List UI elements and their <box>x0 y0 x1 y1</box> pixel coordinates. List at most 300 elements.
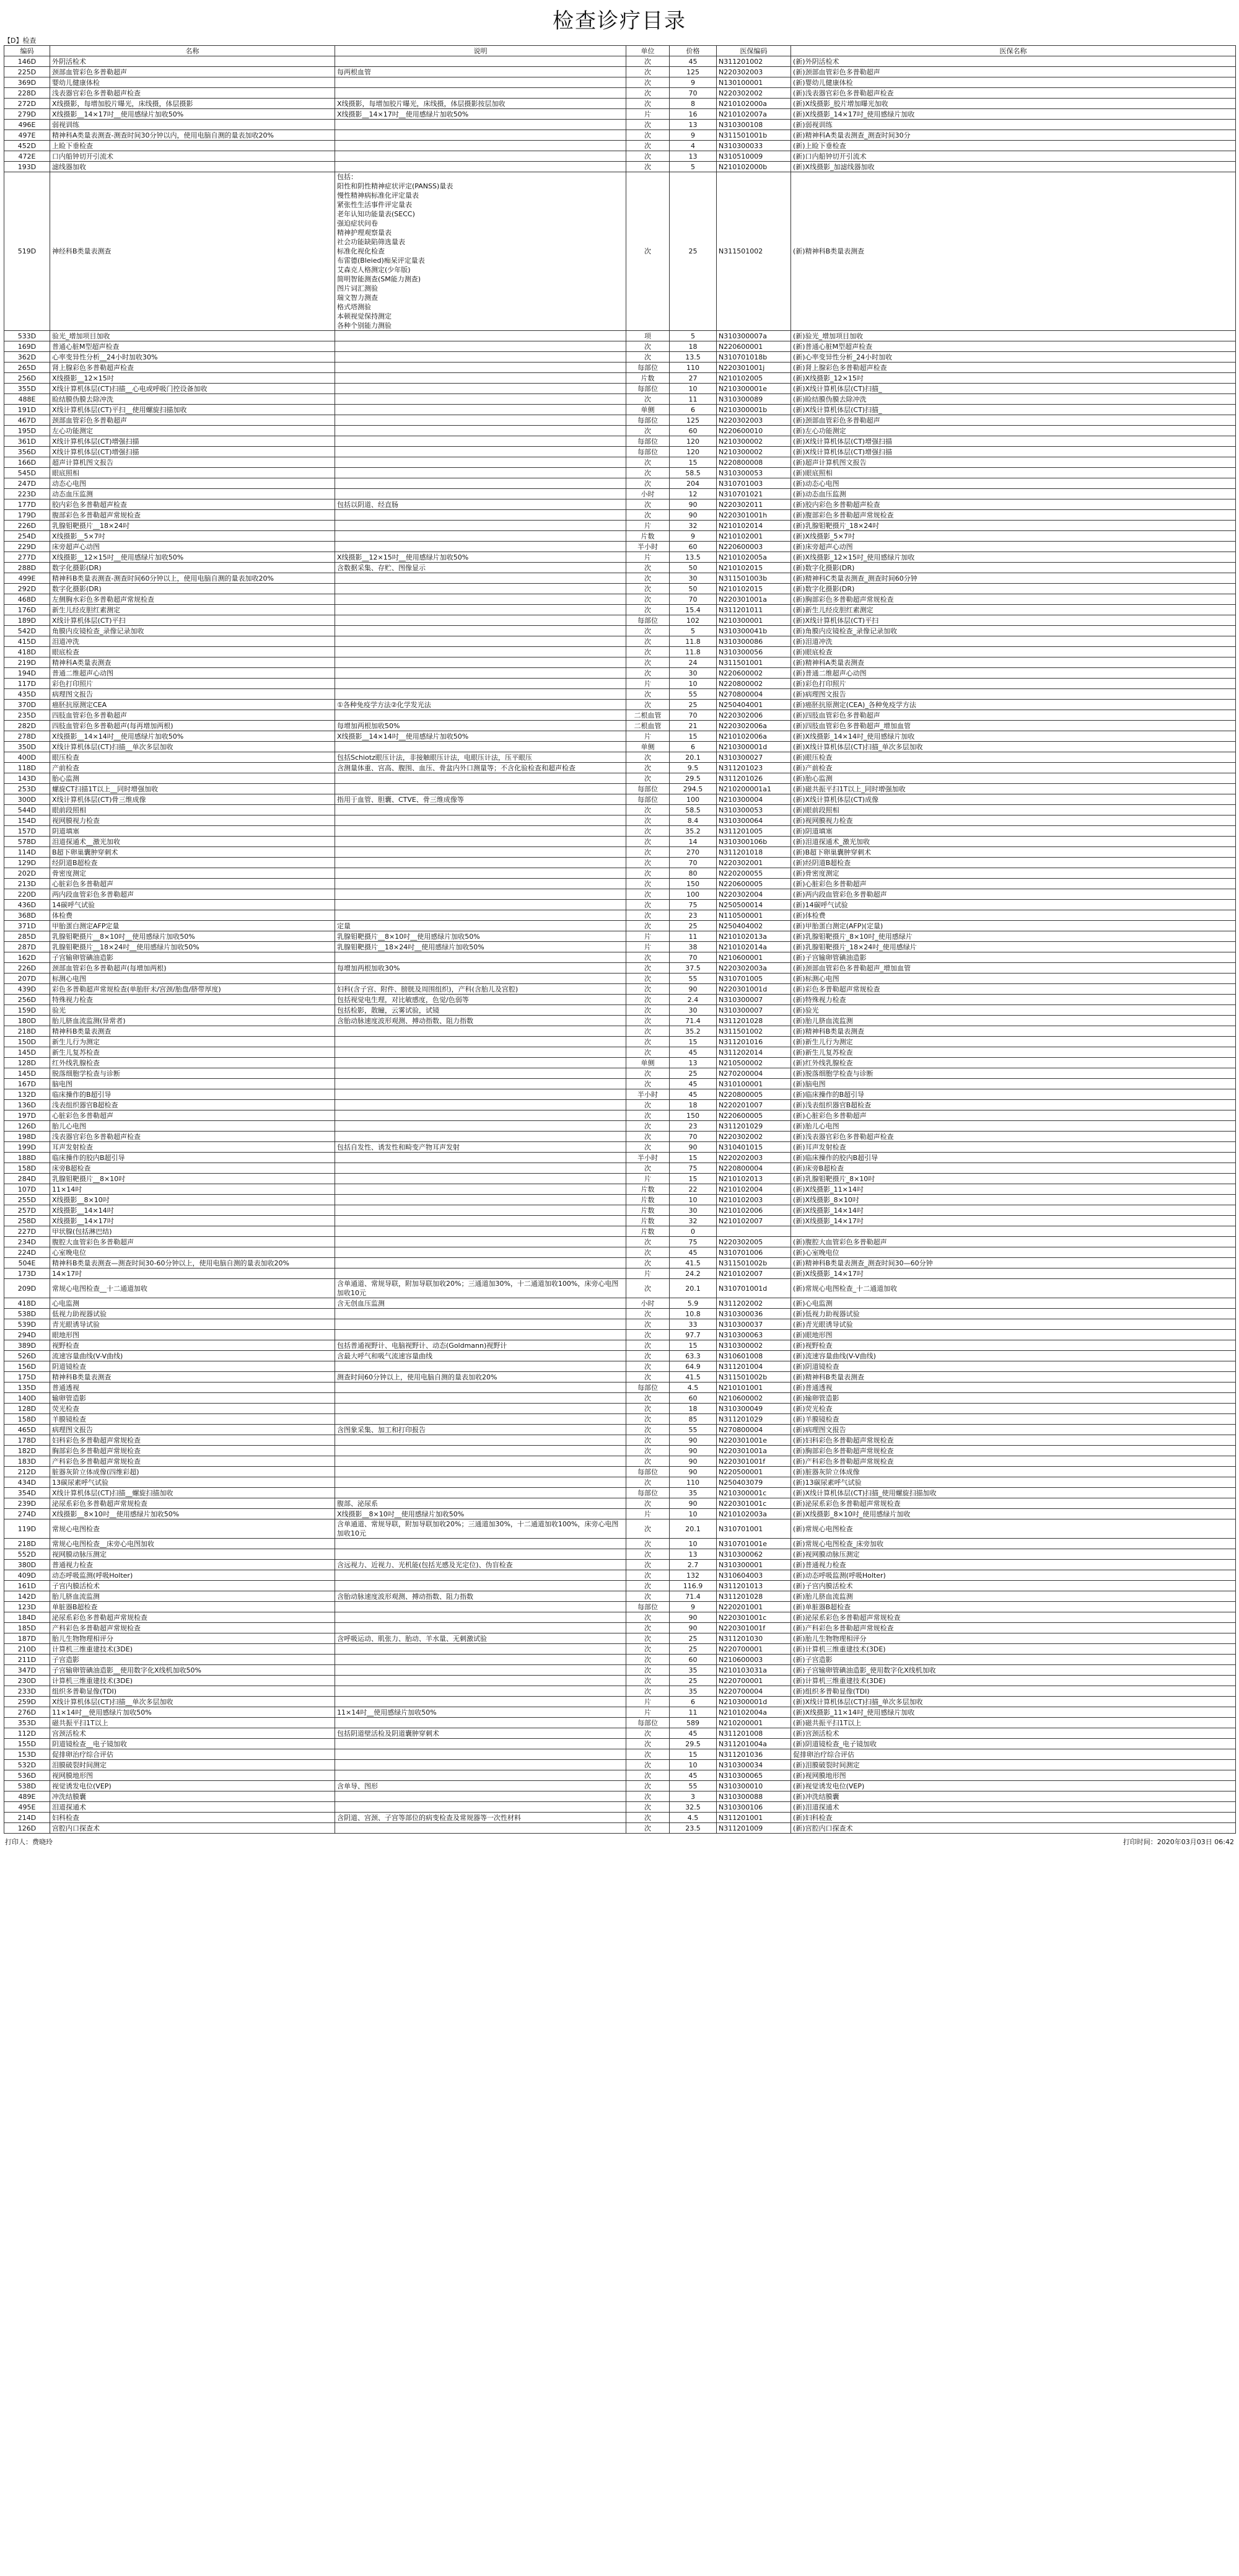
cell-description <box>335 815 626 826</box>
cell-price: 116.9 <box>670 1581 717 1591</box>
cell-description <box>335 394 626 405</box>
cell-name: 荧光检查 <box>50 1404 335 1414</box>
cell-code: 212D <box>4 1467 50 1477</box>
cell-price: 71.4 <box>670 1016 717 1026</box>
cell-insurance-name: (新)X线计算机体层(CT)增强扫描 <box>791 447 1236 457</box>
cell-unit: 次 <box>626 1361 670 1372</box>
cell-description <box>335 584 626 594</box>
cell-unit: 次 <box>626 120 670 130</box>
cell-unit: 次 <box>626 1770 670 1781</box>
cell-unit: 次 <box>626 172 670 331</box>
table-row <box>4 1068 1236 1079</box>
cell-insurance-code: N220302005 <box>717 1237 791 1247</box>
cell-price: 125 <box>670 67 717 77</box>
table-row <box>4 1351 1236 1361</box>
cell-insurance-code: N220200055 <box>717 868 791 879</box>
cell-name: 妇科检查 <box>50 1813 335 1823</box>
cell-insurance-name: (新)胶内彩色多普勒超声检查 <box>791 499 1236 510</box>
cell-description <box>335 56 626 67</box>
cell-insurance-code: N311201018 <box>717 847 791 858</box>
cell-description: 乳腺钼靶摄片__8×10吋__使用感绿片加收50% <box>335 931 626 942</box>
table-row <box>4 1298 1236 1309</box>
table-row <box>4 510 1236 521</box>
cell-name: 心脏彩色多普勒超声 <box>50 1110 335 1121</box>
cell-name: 神经科B类量表测查 <box>50 172 335 331</box>
cell-insurance-name: (新)验光_增加项目加收 <box>791 331 1236 341</box>
cell-code: 278D <box>4 731 50 742</box>
cell-description <box>335 1802 626 1813</box>
cell-description: 包括阴道壁活检及阴道囊肿穿刺术 <box>335 1728 626 1739</box>
cell-description: 包括自发性、诱发性和畸变产物耳声发射 <box>335 1142 626 1153</box>
table-row <box>4 879 1236 889</box>
cell-unit: 次 <box>626 1676 670 1686</box>
cell-insurance-name: (新)乳腺钼靶摄片_18×24吋 <box>791 521 1236 531</box>
cell-price: 24.2 <box>670 1268 717 1279</box>
cell-insurance-name: (新)动态血压监测 <box>791 489 1236 499</box>
cell-price: 55 <box>670 689 717 700</box>
cell-price: 15 <box>670 1174 717 1184</box>
cell-unit: 每部位 <box>626 1488 670 1498</box>
cell-description <box>335 141 626 151</box>
cell-description <box>335 1823 626 1834</box>
cell-unit: 次 <box>626 1142 670 1153</box>
cell-name: 数字化摄影(DR) <box>50 563 335 573</box>
cell-description <box>335 784 626 794</box>
cell-unit: 次 <box>626 1570 670 1581</box>
cell-description: 含呼吸运动、肌张力、胎动、羊水量、无刺激试验 <box>335 1633 626 1644</box>
cell-insurance-code: N310701006 <box>717 1247 791 1258</box>
cell-description <box>335 1570 626 1581</box>
cell-insurance-name: (新)数字化摄影(DR) <box>791 584 1236 594</box>
cell-code: 284D <box>4 1174 50 1184</box>
cell-description <box>335 1153 626 1163</box>
cell-unit: 次 <box>626 1351 670 1361</box>
table-row <box>4 363 1236 373</box>
cell-insurance-name: (新)床旁超声心动图 <box>791 542 1236 552</box>
cell-insurance-code: N310701001d <box>717 1279 791 1298</box>
cell-insurance-name: (新)角膜内皮镜检查_录像记录加收 <box>791 626 1236 636</box>
cell-name: 宫颈活检术 <box>50 1728 335 1739</box>
cell-code: 155D <box>4 1739 50 1749</box>
cell-code: 370D <box>4 700 50 710</box>
cell-insurance-code: N270800004 <box>717 1425 791 1435</box>
cell-name: 子宫内膜活检术 <box>50 1581 335 1591</box>
table-row <box>4 1446 1236 1456</box>
cell-insurance-name: (新)常规心电图检查_十二通道加收 <box>791 1279 1236 1298</box>
cell-description <box>335 573 626 584</box>
cell-code: 228D <box>4 88 50 99</box>
table-row <box>4 1770 1236 1781</box>
cell-name: 泪膜破裂时间测定 <box>50 1760 335 1770</box>
cell-price: 270 <box>670 847 717 858</box>
cell-name: 输卵管造影 <box>50 1393 335 1404</box>
cell-unit: 每部位 <box>626 1467 670 1477</box>
cell-insurance-code: N310701005 <box>717 974 791 984</box>
cell-name: 精神科A类量表测查-测查时间30分钟以内，使用电脑自测的量表加收20% <box>50 130 335 141</box>
cell-name: 视网膜动脉压测定 <box>50 1549 335 1560</box>
cell-name: 泌尿系彩色多普勒超声常规检查 <box>50 1612 335 1623</box>
cell-name: 腹部彩色多普勒超声常规检查 <box>50 510 335 521</box>
table-row <box>4 1823 1236 1834</box>
cell-price: 5 <box>670 331 717 341</box>
cell-insurance-name: (新)胎儿心电图 <box>791 1121 1236 1132</box>
cell-price: 9 <box>670 77 717 88</box>
cell-insurance-name: (新)乳腺钼靶摄片_8×10吋_使用感绿片 <box>791 931 1236 942</box>
cell-insurance-name: (新)精神科C类量表测查_测查时间60分钟 <box>791 573 1236 584</box>
table-row <box>4 868 1236 879</box>
table-row <box>4 752 1236 763</box>
cell-insurance-code: N220800005 <box>717 1089 791 1100</box>
table-row <box>4 1539 1236 1549</box>
cell-code: 179D <box>4 510 50 521</box>
cell-insurance-code: N210103031a <box>717 1665 791 1676</box>
cell-description <box>335 1319 626 1330</box>
cell-insurance-code: N220700004 <box>717 1686 791 1697</box>
cell-description <box>335 489 626 499</box>
cell-unit: 次 <box>626 1560 670 1570</box>
table-row <box>4 1005 1236 1016</box>
cell-description <box>335 162 626 172</box>
cell-price: 63.3 <box>670 1351 717 1361</box>
cell-insurance-code: N310300086 <box>717 636 791 647</box>
cell-name: X线计算机体层(CT)扫描__单次多层加收 <box>50 742 335 752</box>
cell-name: 羊膜镜检查 <box>50 1414 335 1425</box>
cell-name: 骨密度测定 <box>50 868 335 879</box>
cell-unit: 片 <box>626 1707 670 1718</box>
cell-price: 30 <box>670 573 717 584</box>
cell-insurance-code: N210102007 <box>717 1216 791 1226</box>
cell-unit: 次 <box>626 1549 670 1560</box>
cell-code: 226D <box>4 521 50 531</box>
cell-code: 162D <box>4 952 50 963</box>
cell-insurance-name: (新)子宫输卵管碘油造影 <box>791 952 1236 963</box>
cell-price: 35.2 <box>670 1026 717 1037</box>
cell-insurance-name: (新)耳声发射检查 <box>791 1142 1236 1153</box>
table-row <box>4 1026 1236 1037</box>
cell-code: 496E <box>4 120 50 130</box>
cell-insurance-code: N220302002 <box>717 88 791 99</box>
cell-description <box>335 1686 626 1697</box>
cell-description <box>335 1383 626 1393</box>
cell-name: 胎儿脐血流监测(异常者) <box>50 1016 335 1026</box>
cell-price: 15.4 <box>670 605 717 615</box>
cell-insurance-code: N310701018b <box>717 352 791 363</box>
cell-description <box>335 1539 626 1549</box>
cell-price: 45 <box>670 1770 717 1781</box>
cell-code: 409D <box>4 1570 50 1581</box>
cell-unit: 二根血管 <box>626 721 670 731</box>
cell-name: 普通心脏M型超声检查 <box>50 341 335 352</box>
cell-name: 子宫造影 <box>50 1655 335 1665</box>
cell-unit: 次 <box>626 1760 670 1770</box>
cell-price: 45 <box>670 1247 717 1258</box>
table-row <box>4 405 1236 415</box>
cell-insurance-code: N311201029 <box>717 1414 791 1425</box>
cell-code: 542D <box>4 626 50 636</box>
cell-insurance-name: (新)浅表组织器官B超检查 <box>791 1100 1236 1110</box>
table-row <box>4 1488 1236 1498</box>
cell-price: 13 <box>670 1549 717 1560</box>
cell-insurance-name: (新)X线摄影_8×10吋 <box>791 1195 1236 1205</box>
cell-insurance-code: N210102006a <box>717 731 791 742</box>
cell-unit: 次 <box>626 837 670 847</box>
cell-description <box>335 1132 626 1142</box>
cell-insurance-code: N310701001 <box>717 1519 791 1539</box>
cell-insurance-name: (新)X线计算机体层(CT)扫描_ <box>791 384 1236 394</box>
cell-name: 子宫输卵管碘油造影 <box>50 952 335 963</box>
cell-name: 甲状腺(包括淋巴结) <box>50 1226 335 1237</box>
cell-unit: 次 <box>626 1047 670 1058</box>
cell-description <box>335 1163 626 1174</box>
cell-insurance-code: N310300053 <box>717 805 791 815</box>
cell-description <box>335 468 626 478</box>
table-row <box>4 921 1236 931</box>
cell-price: 6 <box>670 1697 717 1707</box>
cell-price: 38 <box>670 942 717 952</box>
cell-insurance-code: N220302001 <box>717 858 791 868</box>
cell-name: 视网膜视力检查 <box>50 815 335 826</box>
cell-insurance-name: (新)胎心监测 <box>791 773 1236 784</box>
cell-unit: 次 <box>626 151 670 162</box>
cell-insurance-code: N311501002 <box>717 1026 791 1037</box>
cell-insurance-code: N210300002 <box>717 436 791 447</box>
cell-insurance-name: (新)脏器灰阶立体成像 <box>791 1467 1236 1477</box>
cell-price: 90 <box>670 1142 717 1153</box>
footer-printer: 打印人：费晓玲 <box>5 1838 53 1846</box>
cell-insurance-name: (新)视野检查 <box>791 1340 1236 1351</box>
cell-insurance-name: (新)眼底照相 <box>791 468 1236 478</box>
cell-insurance-code: N220301001c <box>717 1498 791 1509</box>
cell-price: 90 <box>670 1498 717 1509</box>
cell-insurance-name: (新)产科彩色多普勒超声常规检查 <box>791 1456 1236 1467</box>
cell-insurance-name: (新)胎儿生物物理相评分 <box>791 1633 1236 1644</box>
table-row <box>4 1079 1236 1089</box>
cell-description: 包括以阴道、经直肠 <box>335 499 626 510</box>
cell-price: 32 <box>670 1216 717 1226</box>
cell-unit: 次 <box>626 700 670 710</box>
cell-name: 角膜内皮镜检查_录像记录加收 <box>50 626 335 636</box>
cell-insurance-code: N311501002 <box>717 172 791 331</box>
cell-code: 533D <box>4 331 50 341</box>
cell-insurance-name: (新)羊膜镜检查 <box>791 1414 1236 1425</box>
cell-description <box>335 952 626 963</box>
cell-code: 150D <box>4 1037 50 1047</box>
cell-unit: 次 <box>626 1435 670 1446</box>
cell-insurance-code: N210102004a <box>717 1707 791 1718</box>
cell-unit: 次 <box>626 394 670 405</box>
table-row <box>4 447 1236 457</box>
cell-unit: 片 <box>626 109 670 120</box>
cell-price: 100 <box>670 794 717 805</box>
cell-unit: 次 <box>626 1739 670 1749</box>
cell-price: 45 <box>670 1728 717 1739</box>
table-row <box>4 615 1236 626</box>
cell-insurance-name: (新)X线摄影_11×14吋 <box>791 1184 1236 1195</box>
cell-code: 158D <box>4 1163 50 1174</box>
cell-unit: 小时 <box>626 1298 670 1309</box>
cell-insurance-name: (新)X线计算机体层(CT)平扫 <box>791 615 1236 626</box>
table-row <box>4 415 1236 426</box>
cell-name: X线摄影__14×14吋__使用感绿片加收50% <box>50 731 335 742</box>
cell-description: 每增加两根加收50% <box>335 721 626 731</box>
cell-insurance-name: (新)眼前段照相 <box>791 805 1236 815</box>
cell-name: 普通视力检查 <box>50 1560 335 1570</box>
cell-description <box>335 352 626 363</box>
cell-description <box>335 657 626 668</box>
cell-name: 眼地形图 <box>50 1330 335 1340</box>
cell-insurance-code: N310300001 <box>717 1560 791 1570</box>
cell-insurance-code: N311201029 <box>717 1121 791 1132</box>
cell-description <box>335 742 626 752</box>
cell-description: X线摄影__14×17吋__使用感绿片加收50% <box>335 109 626 120</box>
cell-unit: 次 <box>626 1026 670 1037</box>
cell-price: 55 <box>670 1425 717 1435</box>
cell-name: X线计算机体层(CT)平扫 <box>50 615 335 626</box>
cell-insurance-code: N270200004 <box>717 1068 791 1079</box>
cell-insurance-name: (新)妇科检查 <box>791 1813 1236 1823</box>
table-row <box>4 394 1236 405</box>
cell-description <box>335 1100 626 1110</box>
table-row <box>4 1174 1236 1184</box>
cell-code: 126D <box>4 1121 50 1132</box>
cell-insurance-name: (新)子宫内膜活检术 <box>791 1581 1236 1591</box>
table-row <box>4 1425 1236 1435</box>
cell-description <box>335 837 626 847</box>
cell-name: 11×14吋 <box>50 1184 335 1195</box>
cell-code: 350D <box>4 742 50 752</box>
cell-code: 128D <box>4 1404 50 1414</box>
cell-unit: 片 <box>626 1509 670 1519</box>
cell-unit: 次 <box>626 1309 670 1319</box>
cell-name: X线摄影__8×10吋__使用感绿片加收50% <box>50 1509 335 1519</box>
cell-name: 眼底检查 <box>50 647 335 657</box>
cell-name: 胎儿心电图 <box>50 1121 335 1132</box>
cell-name: 新生儿行为测定 <box>50 1037 335 1047</box>
cell-insurance-code: N220302003 <box>717 415 791 426</box>
cell-insurance-code: N210300001 <box>717 615 791 626</box>
cell-insurance-code: N220301001a <box>717 1446 791 1456</box>
cell-description <box>335 510 626 521</box>
table-row <box>4 1047 1236 1058</box>
cell-description <box>335 331 626 341</box>
cell-code: 191D <box>4 405 50 415</box>
cell-code: 436D <box>4 900 50 910</box>
cell-price: 120 <box>670 447 717 457</box>
cell-unit: 次 <box>626 605 670 615</box>
cell-description: 含最大呼气和吸气流速容量曲线 <box>335 1351 626 1361</box>
cell-name: 数字化摄影(DR) <box>50 584 335 594</box>
cell-code: 282D <box>4 721 50 731</box>
cell-insurance-code: N220201007 <box>717 1100 791 1110</box>
cell-code: 220D <box>4 889 50 900</box>
cell-code: 233D <box>4 1686 50 1697</box>
cell-insurance-name: (新)临床操作的B超引导 <box>791 1089 1236 1100</box>
cell-unit: 项 <box>626 331 670 341</box>
cell-name: 子宫输卵管碘油造影__使用数字化X线机加收50% <box>50 1665 335 1676</box>
table-row <box>4 352 1236 363</box>
cell-unit: 次 <box>626 1644 670 1655</box>
table-row <box>4 384 1236 394</box>
cell-description: 包括检影，散瞳，云雾试验，试镜 <box>335 1005 626 1016</box>
header-description: 说明 <box>335 46 626 56</box>
cell-code: 197D <box>4 1110 50 1121</box>
cell-insurance-code: N310604003 <box>717 1570 791 1581</box>
cell-price: 11 <box>670 394 717 405</box>
cell-unit: 次 <box>626 341 670 352</box>
cell-price: 9.5 <box>670 763 717 773</box>
table-row <box>4 573 1236 584</box>
cell-price: 13 <box>670 151 717 162</box>
cell-description <box>335 120 626 130</box>
cell-insurance-code: N210102014a <box>717 942 791 952</box>
cell-code: 156D <box>4 1361 50 1372</box>
cell-unit: 次 <box>626 1068 670 1079</box>
cell-code: 145D <box>4 1047 50 1058</box>
cell-price: 132 <box>670 1570 717 1581</box>
table-row <box>4 373 1236 384</box>
cell-name: 乳腺钼靶摄片__18×24吋 <box>50 521 335 531</box>
cell-name: X线计算机体层(CT)平扫__使用螺旋扫描加收 <box>50 405 335 415</box>
cell-price: 24 <box>670 657 717 668</box>
cell-insurance-name: (新)子宫输卵管碘油造影_使用数字化X线机加收 <box>791 1665 1236 1676</box>
cell-insurance-name: (新)心电监测 <box>791 1298 1236 1309</box>
table-row <box>4 657 1236 668</box>
cell-price: 18 <box>670 1404 717 1414</box>
cell-insurance-code: N310300089 <box>717 394 791 405</box>
cell-name: 计算机三维重建技术(3DE) <box>50 1676 335 1686</box>
cell-unit: 次 <box>626 1016 670 1026</box>
cell-insurance-name: (新)精神科B类量表测查 <box>791 1372 1236 1383</box>
cell-insurance-name: (新)冲洗结膜囊 <box>791 1791 1236 1802</box>
cell-code: 226D <box>4 963 50 974</box>
cell-price: 60 <box>670 1393 717 1404</box>
cell-code: 539D <box>4 1319 50 1330</box>
cell-insurance-name: (新)胸部彩色多普勒超声常规检查 <box>791 594 1236 605</box>
cell-insurance-code: N310300036 <box>717 1309 791 1319</box>
cell-insurance-code: N220302003 <box>717 67 791 77</box>
cell-price: 15 <box>670 1749 717 1760</box>
cell-insurance-code: N310100001 <box>717 1079 791 1089</box>
cell-description <box>335 636 626 647</box>
cell-insurance-code: N311201002 <box>717 56 791 67</box>
cell-name: 青光眼诱导试验 <box>50 1319 335 1330</box>
cell-insurance-name: (新)眼底检查 <box>791 647 1236 657</box>
cell-insurance-code: N210102015 <box>717 584 791 594</box>
cell-insurance-code: N210102000b <box>717 162 791 172</box>
cell-insurance-name: (新)普通透视 <box>791 1383 1236 1393</box>
table-row <box>4 162 1236 172</box>
cell-unit: 半小时 <box>626 542 670 552</box>
cell-unit: 小时 <box>626 489 670 499</box>
cell-code: 371D <box>4 921 50 931</box>
table-row <box>4 1268 1236 1279</box>
cell-unit: 次 <box>626 1037 670 1047</box>
cell-name: 冲洗结膜囊 <box>50 1791 335 1802</box>
cell-unit: 次 <box>626 584 670 594</box>
cell-name: X线计算机体层(CT)增强扫描 <box>50 447 335 457</box>
cell-description <box>335 1079 626 1089</box>
cell-code: 380D <box>4 1560 50 1570</box>
cell-code: 288D <box>4 563 50 573</box>
cell-unit: 次 <box>626 99 670 109</box>
cell-insurance-name: (新)常规心电图检查_床旁加收 <box>791 1539 1236 1549</box>
cell-name: 阴道镜检查__电子镜加收 <box>50 1739 335 1749</box>
cell-insurance-code: N311201016 <box>717 1037 791 1047</box>
cell-insurance-name: (新)泌尿系彩色多普勒超声常规检查 <box>791 1498 1236 1509</box>
cell-insurance-code: N220800002 <box>717 679 791 689</box>
cell-unit: 次 <box>626 1330 670 1340</box>
cell-unit: 每部位 <box>626 1383 670 1393</box>
